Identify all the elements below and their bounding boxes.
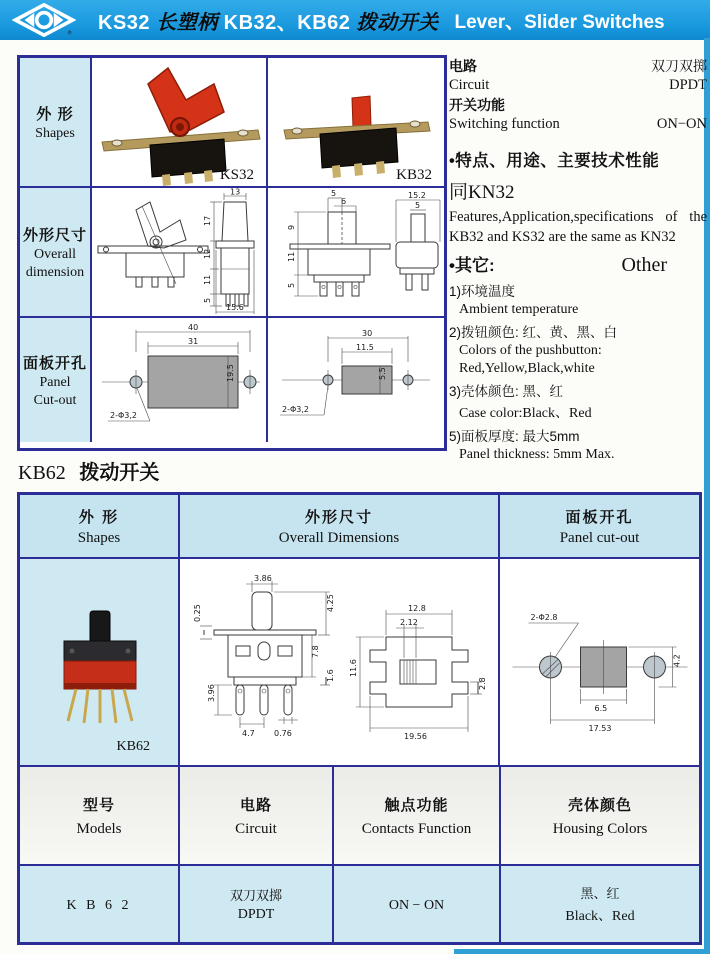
svg-text:12: 12	[203, 248, 212, 259]
svg-text:19.5: 19.5	[226, 364, 235, 382]
features-paragraph: Features,Application,specifications of the KB32 and KS32 are the same as KN32	[449, 209, 707, 245]
svg-text:17.53: 17.53	[588, 724, 611, 733]
svg-text:15.2: 15.2	[408, 191, 426, 200]
kb62-photo-cell	[20, 559, 180, 765]
ks32-dimension-drawing	[92, 188, 268, 316]
row-label-shapes-zh: 外 形	[36, 105, 74, 123]
svg-text:17: 17	[203, 215, 212, 226]
kb62-colors-value: 黑、红 Black、Red	[565, 886, 635, 924]
item3-en: Case color:Black、Red	[459, 406, 592, 422]
circuit-label-en: Circuit	[449, 77, 490, 93]
svg-text:2.12: 2.12	[400, 618, 418, 627]
ks32-dimension-cell	[92, 188, 268, 318]
svg-text:2-Φ2.8: 2-Φ2.8	[530, 613, 557, 622]
kb62-model-value: K B 6 2	[20, 866, 180, 942]
svg-text:2.8: 2.8	[478, 677, 487, 690]
kb62-table	[17, 492, 702, 945]
title-model-ks32: KS32	[98, 11, 151, 34]
function-label-en: Switching function	[449, 116, 560, 132]
svg-text:2-Φ3,2: 2-Φ3,2	[110, 411, 137, 420]
svg-text:4.2: 4.2	[672, 654, 681, 667]
page-banner	[0, 0, 710, 40]
kb62-header-dimensions: 外形尺寸 Overall Dimensions	[180, 495, 500, 557]
kb62-contacts-value: ON − ON	[334, 866, 501, 942]
svg-text:5: 5	[287, 282, 296, 288]
kb62-cutout-drawing	[502, 562, 698, 762]
ks32-cutout-drawing	[92, 318, 268, 440]
kb62-front-view-drawing	[186, 562, 344, 762]
page-title	[98, 6, 438, 35]
kb62-circuit-header: 电路 Circuit	[180, 767, 334, 864]
kb62-title-zh: 拨动开关	[79, 462, 160, 484]
ks32-cutout-cell	[92, 318, 268, 442]
svg-text:12.8: 12.8	[408, 604, 426, 613]
row-label-shapes	[20, 58, 92, 188]
svg-text:9: 9	[287, 224, 296, 230]
svg-text:4.7: 4.7	[242, 729, 255, 738]
features-title: •特点、用途、主要技术性能	[449, 152, 660, 170]
kb62-circuit-value: 双刀双掷 DPDT	[180, 866, 334, 942]
row-label-cutout-zh: 面板开孔	[22, 354, 87, 372]
row-label-dimension	[20, 188, 92, 318]
kb32-photo-cell	[268, 58, 444, 188]
registered-mark: ®	[67, 30, 72, 37]
svg-text:15.6: 15.6	[226, 303, 244, 312]
svg-text:13: 13	[230, 188, 241, 197]
item1-zh: 1)环境温度	[449, 284, 516, 300]
kb62-top-view-drawing	[344, 562, 492, 762]
svg-text:11.5: 11.5	[356, 343, 374, 352]
kb32-dimension-drawing	[268, 188, 444, 316]
item5-zh: 5)面板厚度: 最大5mm	[449, 429, 580, 445]
svg-text:3.96: 3.96	[207, 684, 216, 702]
kb62-product-photo	[24, 565, 174, 760]
row-label-dimension-en2: dimension	[25, 264, 85, 280]
kb32-dimension-cell	[268, 188, 444, 318]
svg-text:2-Φ3,2: 2-Φ3,2	[282, 405, 309, 414]
row-label-cutout-en1: Panel	[39, 374, 71, 390]
same-as-kn32: 同KN32	[449, 182, 515, 203]
title-models-kb: KB32、KB62	[223, 11, 351, 34]
circuit-label-zh: 电路	[449, 58, 477, 74]
item2-en2: Red,Yellow,Black,white	[459, 361, 595, 377]
item1-en: Ambient temperature	[459, 302, 579, 318]
kb62-dimension-cell	[180, 559, 500, 765]
row-label-cutout-en2: Cut-out	[33, 392, 77, 408]
item2-zh: 2)拨钮颜色: 红、黄、黑、白	[449, 325, 618, 341]
svg-text:6: 6	[341, 197, 347, 206]
title-lever-zh: 长塑柄	[156, 11, 218, 34]
spec-column	[449, 56, 707, 463]
function-label-zh: 开关功能	[449, 97, 505, 113]
ks32-kb32-table	[17, 55, 447, 451]
other-label-en: Other	[621, 254, 667, 277]
svg-text:0.25: 0.25	[193, 604, 202, 622]
row-label-dimension-en1: Overall	[34, 246, 76, 262]
svg-text:3.86: 3.86	[254, 574, 272, 583]
item2-en1: Colors of the pushbutton:	[459, 343, 602, 359]
svg-text:4.25: 4.25	[326, 594, 335, 612]
item5-en: Panel thickness: 5mm Max.	[459, 447, 615, 463]
svg-text:5.5: 5.5	[378, 367, 387, 380]
svg-text:11: 11	[287, 251, 296, 262]
svg-text:7.8: 7.8	[311, 645, 320, 658]
brand-logo-icon	[12, 3, 76, 37]
svg-text:5: 5	[415, 201, 421, 210]
kb62-colors-header: 壳体颜色 Housing Colors	[552, 796, 648, 837]
svg-text:5: 5	[203, 297, 212, 303]
svg-text:11.6: 11.6	[349, 659, 358, 677]
scan-edge-bottom	[454, 949, 704, 954]
svg-text:5: 5	[331, 189, 337, 198]
kb62-header-cutout: 面板开孔 Panel cut-out	[559, 508, 640, 546]
ks32-model-label: KS32	[219, 167, 254, 183]
circuit-value-zh: 双刀双掷	[651, 58, 707, 74]
kb32-cutout-cell	[268, 318, 444, 442]
svg-text:40: 40	[188, 323, 199, 332]
page-title-english: Lever、Slider Switches	[454, 11, 665, 33]
row-label-dimension-zh: 外形尺寸	[22, 226, 87, 244]
function-value: ON−ON	[656, 116, 707, 132]
svg-text:31: 31	[188, 337, 199, 346]
kb32-model-label: KB32	[396, 167, 432, 183]
kb62-photo-label: KB62	[116, 739, 150, 754]
other-label-zh: •其它:	[449, 256, 495, 276]
circuit-value-en: DPDT	[669, 77, 707, 93]
svg-text:11: 11	[203, 274, 212, 285]
ks32-photo-cell	[92, 58, 268, 188]
kb62-section-title	[18, 456, 159, 485]
row-label-cutout	[20, 318, 92, 442]
svg-text:19.56: 19.56	[404, 732, 427, 741]
kb62-header-shapes: 外 形 Shapes	[20, 495, 180, 557]
svg-text:1.6: 1.6	[326, 669, 335, 682]
svg-text:0.76: 0.76	[274, 729, 292, 738]
kb62-title-model: KB62	[18, 462, 66, 484]
kb32-cutout-drawing	[268, 318, 444, 440]
row-label-shapes-en: Shapes	[35, 125, 75, 141]
svg-text:6.5: 6.5	[594, 704, 607, 713]
svg-text:30: 30	[362, 329, 373, 338]
title-switch-zh: 拨动开关	[356, 11, 439, 34]
item3-zh: 3)壳体颜色: 黑、红	[449, 384, 564, 400]
kb62-contacts-header: 触点功能 Contacts Function	[334, 767, 501, 864]
kb62-cutout-cell	[500, 559, 699, 765]
kb62-models-header: 型号 Models	[20, 767, 180, 864]
